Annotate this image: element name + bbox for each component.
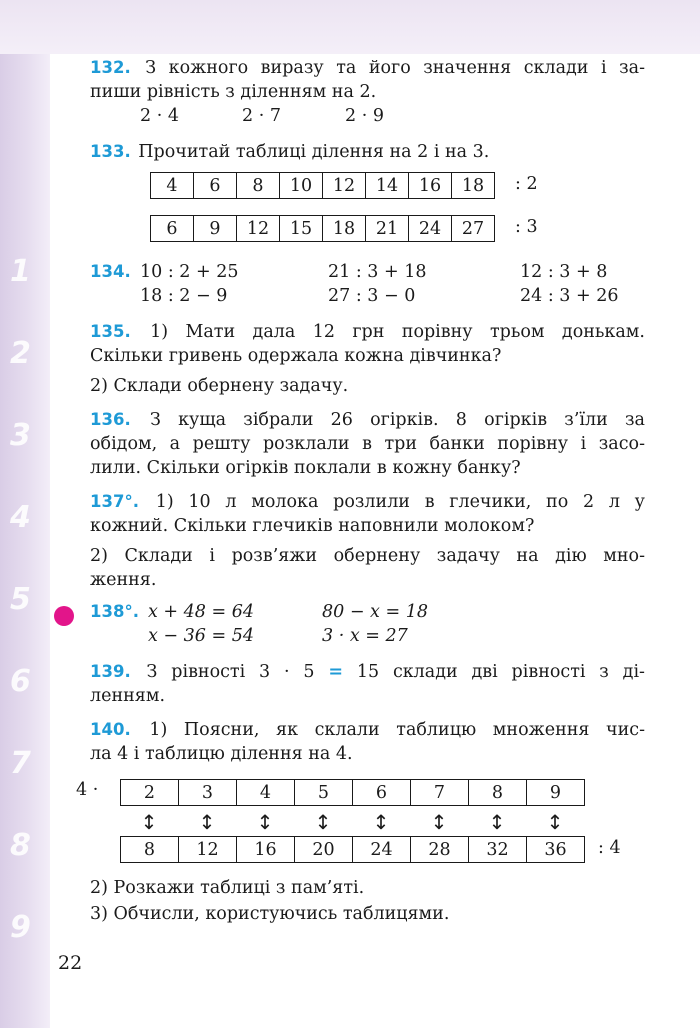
expression: 12 : 3 + 8 [520, 262, 608, 282]
table-cell: 3 [179, 780, 237, 806]
table-cell: 18 [323, 216, 366, 242]
expression-row [90, 262, 645, 286]
side-number: 5 [10, 582, 31, 617]
exercise-text: Скільки гривень одержала кожна дівчинка? [90, 346, 502, 366]
table-cell: 6 [194, 173, 237, 199]
side-number: 6 [10, 664, 31, 699]
division-table-3 [150, 215, 495, 242]
exercise-number: 140. [90, 720, 131, 739]
exercise-number: 138°. [90, 602, 139, 621]
exercise-132 [90, 56, 645, 130]
updown-arrow-icon: ↕ [140, 810, 158, 834]
exercise-140 [76, 718, 645, 928]
table-cell: 5 [295, 780, 353, 806]
top-band [0, 0, 700, 54]
exercise-text: 1) Поясни, як склали таблицю множення чис- [149, 720, 645, 740]
equation: x − 36 = 54 [148, 626, 254, 646]
multiplication-table-4 [120, 779, 585, 806]
equation: x + 48 = 64 [148, 602, 254, 622]
page-content [76, 56, 645, 938]
division-table-2 [150, 172, 495, 199]
exercise-text: 3) Обчисли, користуючись таблицями. [90, 904, 450, 924]
expression: 24 : 3 + 26 [520, 286, 619, 306]
exercise-137 [90, 490, 645, 592]
table-suffix: : 2 [515, 174, 538, 194]
side-number: 9 [10, 910, 31, 945]
expression-row [90, 286, 645, 310]
exercise-number: 137°. [90, 492, 139, 511]
exercise-number: 134. [90, 262, 131, 281]
updown-arrow-icon: ↕ [372, 810, 390, 834]
expression: 27 : 3 − 0 [328, 286, 416, 306]
equation: 3 · x = 27 [322, 626, 408, 646]
exercise-number: 133. [90, 142, 131, 161]
side-number: 1 [10, 254, 31, 289]
exercise-138 [90, 602, 645, 650]
table-cell: 6 [151, 216, 194, 242]
exercise-text: Прочитай таблиці ділення на 2 і на 3. [138, 142, 490, 162]
table-cell: 8 [237, 173, 280, 199]
table-cell: 2 [121, 780, 179, 806]
table-cell: 12 [237, 216, 280, 242]
table-cell: 7 [411, 780, 469, 806]
exercise-139 [90, 660, 645, 708]
equation-row [90, 626, 645, 650]
exercise-text: кожний. Скільки глечиків наповнили молоком? [90, 516, 535, 536]
table-suffix: : 4 [598, 838, 621, 858]
table-cell: 24 [353, 837, 411, 863]
exercise-text: 2) Склади і розв’яжи обернену задачу на дію мно- [90, 546, 645, 566]
table-cell: 18 [452, 173, 495, 199]
exercise-text: 1) Мати дала 12 грн порівну трьом донькам. [150, 322, 645, 342]
exercise-text: З рівності 3 · 5 [146, 662, 315, 682]
side-number: 4 [10, 500, 31, 535]
exercise-text: 1) 10 л молока розлили в глечики, по 2 л у [155, 492, 645, 512]
exercise-135 [90, 320, 645, 398]
exercise-text: 2) Розкажи таблиці з пам’яті. [90, 878, 365, 898]
table-cell: 15 [280, 216, 323, 242]
side-number: 3 [10, 418, 31, 453]
exercise-number: 136. [90, 410, 131, 429]
updown-arrow-icon: ↕ [198, 810, 216, 834]
equation: 80 − x = 18 [322, 602, 428, 622]
table-cell: 28 [411, 837, 469, 863]
side-number: 2 [10, 336, 31, 371]
expression: 10 : 2 + 25 [140, 262, 239, 282]
exercise-136 [90, 408, 645, 480]
side-band [0, 54, 50, 1028]
table-cell: 24 [409, 216, 452, 242]
table-cell: 20 [295, 837, 353, 863]
updown-arrow-icon: ↕ [430, 810, 448, 834]
table-cell: 12 [179, 837, 237, 863]
exercise-text: 15 склади дві рівності з ді- [356, 662, 645, 682]
table-cell: 36 [527, 837, 585, 863]
table-cell: 10 [280, 173, 323, 199]
table-cell: 4 [237, 780, 295, 806]
exercise-text: ження. [90, 570, 157, 590]
expression: 2 · 9 [345, 106, 384, 126]
table-cell: 9 [194, 216, 237, 242]
expression-row [90, 106, 645, 130]
table-cell: 4 [151, 173, 194, 199]
exercise-text: ла 4 і таблицю ділення на 4. [90, 744, 353, 764]
side-number: 7 [10, 746, 31, 781]
exercise-text: пиши рівність з діленням на 2. [90, 82, 377, 102]
division-table-4 [120, 836, 585, 863]
exercise-133 [90, 140, 645, 252]
table-suffix: : 3 [515, 217, 538, 237]
difficulty-dot-icon [54, 606, 74, 626]
expression: 2 · 4 [140, 106, 179, 126]
expression: 2 · 7 [242, 106, 281, 126]
exercise-text: обідом, а решту розклали в три банки порівну і засо- [90, 434, 645, 454]
expression: 18 : 2 − 9 [140, 286, 228, 306]
table-prefix: 4 · [76, 780, 99, 800]
exercise-text: ленням. [90, 686, 166, 706]
side-number: 8 [10, 828, 31, 863]
table-cell: 16 [237, 837, 295, 863]
table-cell: 32 [469, 837, 527, 863]
updown-arrow-icon: ↕ [256, 810, 274, 834]
page-number: 22 [58, 952, 83, 974]
updown-arrow-icon: ↕ [314, 810, 332, 834]
table-cell: 8 [469, 780, 527, 806]
expression: 21 : 3 + 18 [328, 262, 427, 282]
updown-arrow-icon: ↕ [488, 810, 506, 834]
equation-row [90, 602, 645, 626]
exercise-text: З куща зібрали 26 огірків. 8 огірків з’їли за [149, 410, 645, 430]
table-cell: 9 [527, 780, 585, 806]
exercise-text: 2) Склади обернену задачу. [90, 376, 349, 396]
exercise-text: лили. Скільки огірків поклали в кожну банку? [90, 458, 521, 478]
updown-arrow-icon: ↕ [546, 810, 564, 834]
equals-sign: = [328, 662, 344, 682]
table-cell: 21 [366, 216, 409, 242]
exercise-number: 132. [90, 58, 131, 77]
exercise-text: З кожного виразу та його значення склади і за- [145, 58, 645, 78]
table-cell: 14 [366, 173, 409, 199]
table-cell: 8 [121, 837, 179, 863]
table-cell: 6 [353, 780, 411, 806]
exercise-number: 135. [90, 322, 131, 341]
table-cell: 12 [323, 173, 366, 199]
table-cell: 16 [409, 173, 452, 199]
table-cell: 27 [452, 216, 495, 242]
exercise-number: 139. [90, 662, 131, 681]
exercise-134 [90, 262, 645, 310]
